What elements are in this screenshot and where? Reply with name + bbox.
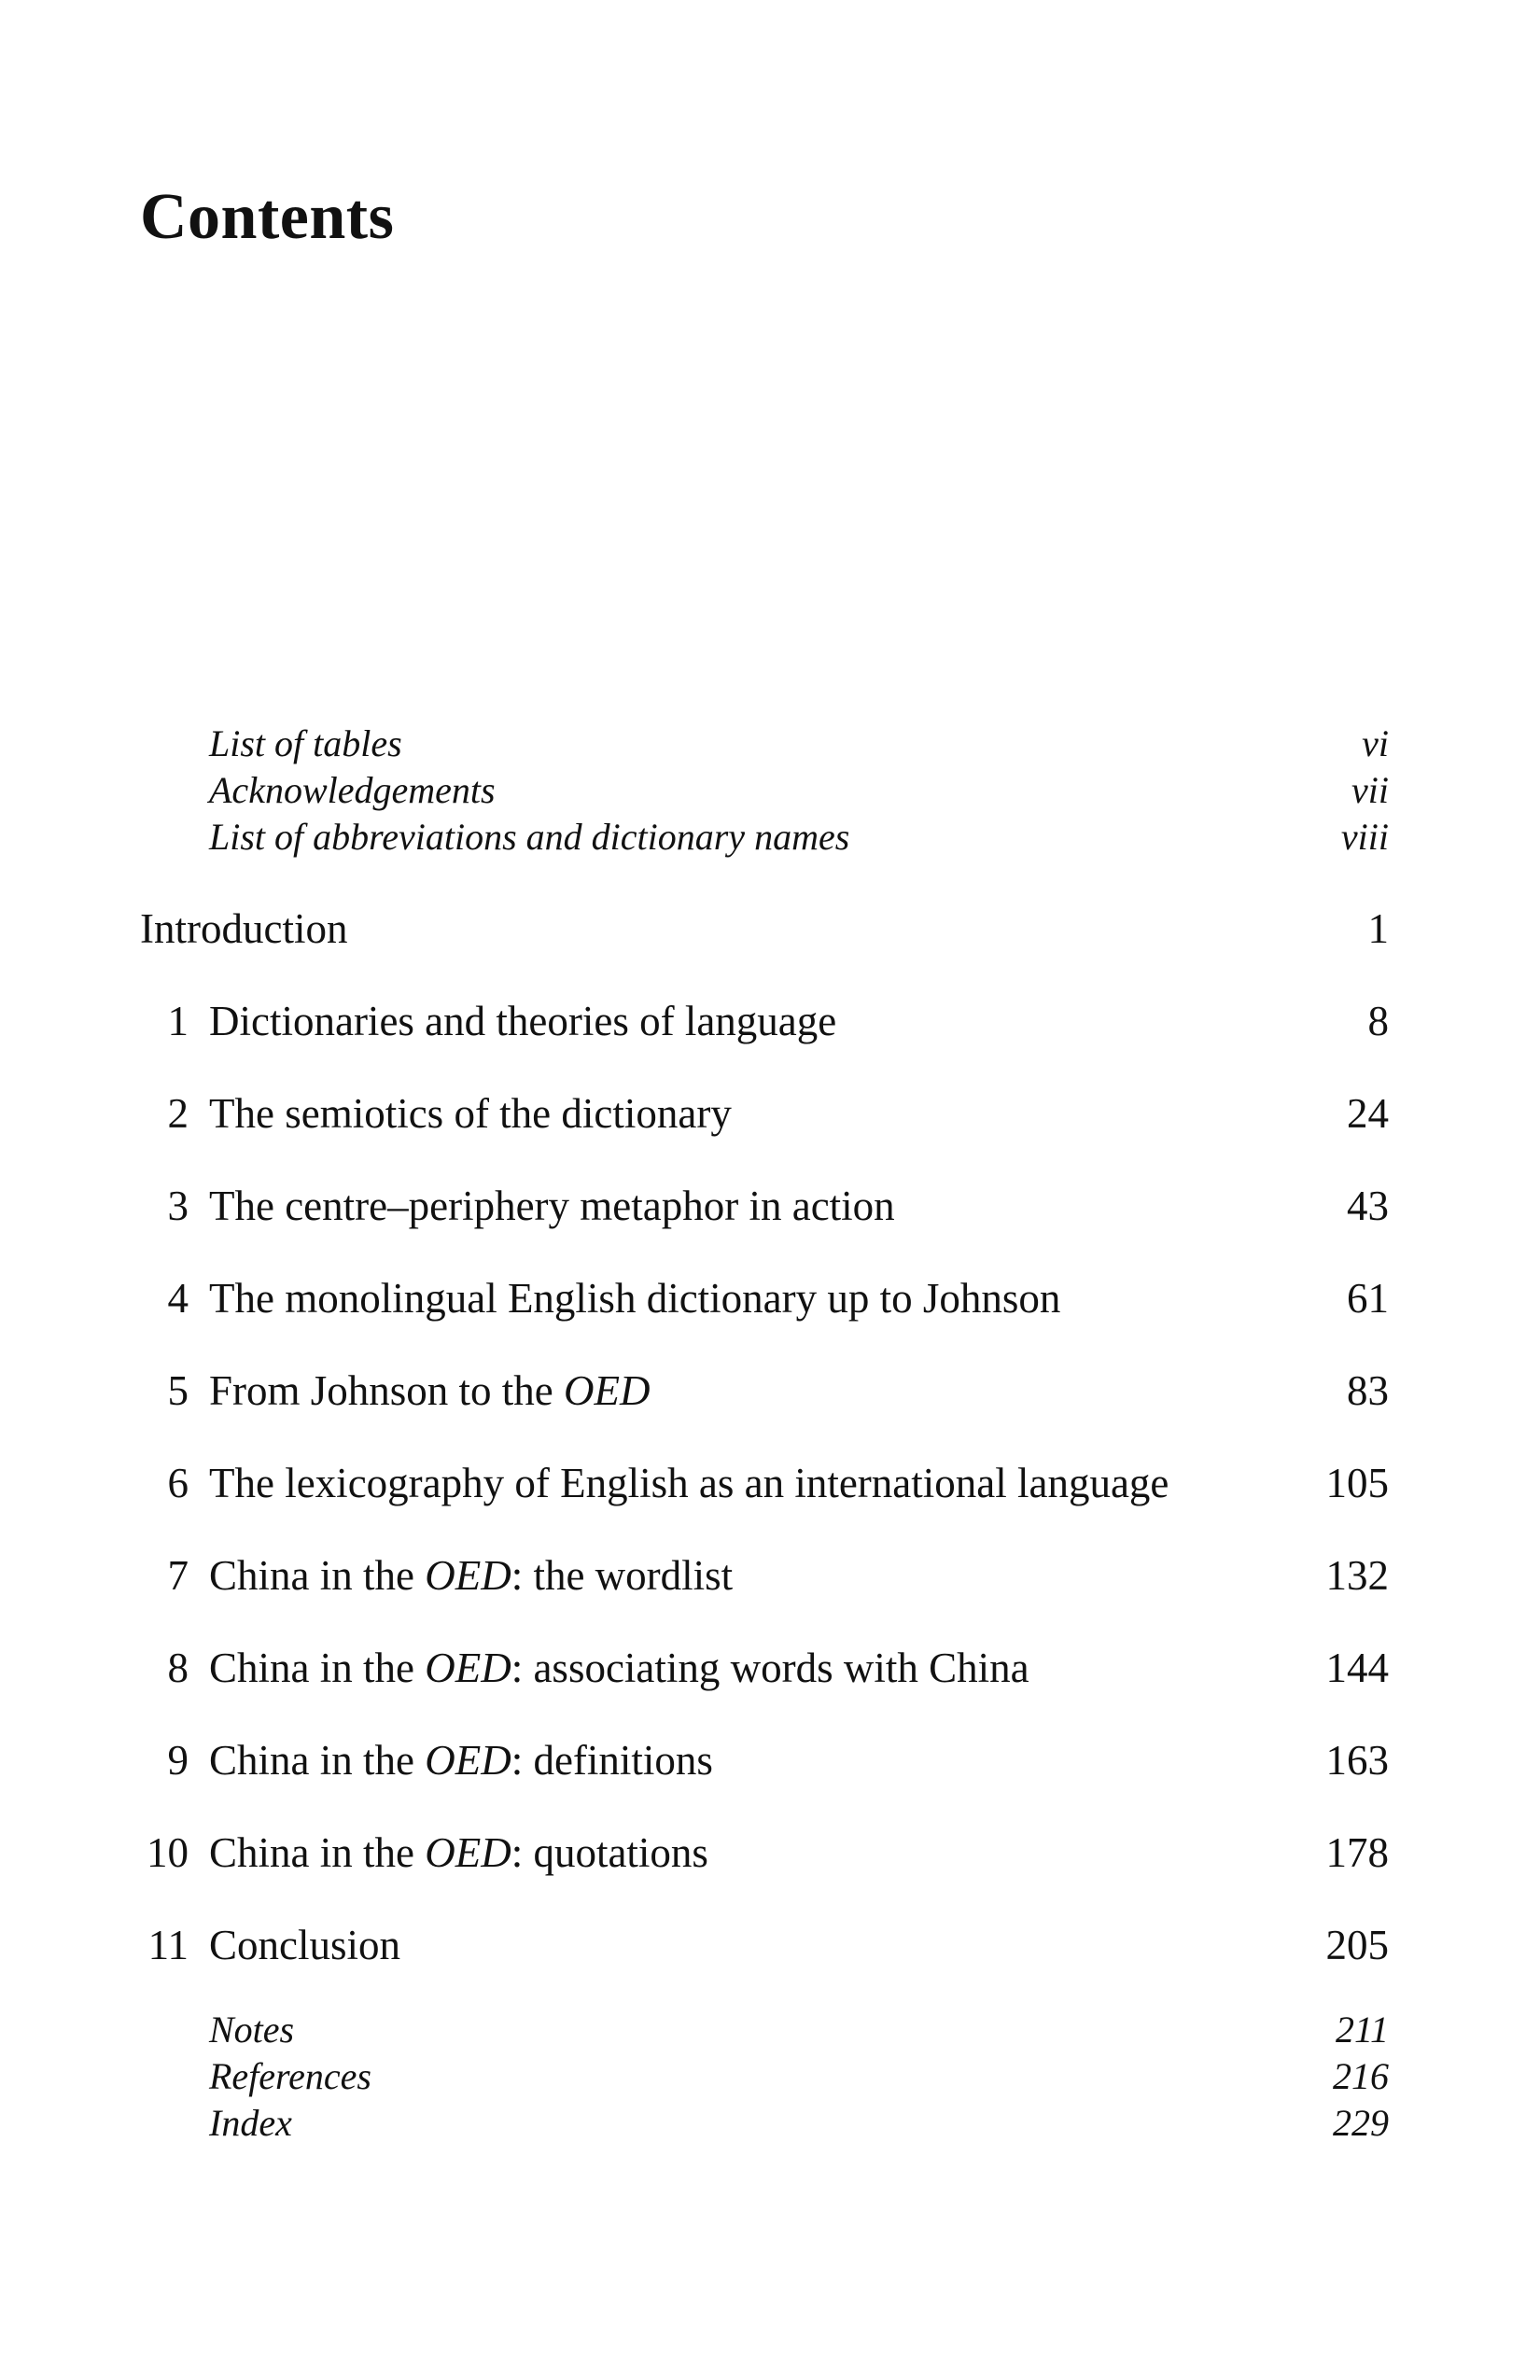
toc-entry-title: List of abbreviations and dictionary names [209, 816, 850, 858]
chapter-number: 3 [167, 1183, 189, 1229]
toc-entry-chapter-7[interactable] [140, 1530, 1389, 1622]
toc-entry-title [209, 1530, 733, 1622]
page-title: Contents [140, 181, 395, 253]
title-text: China in the [209, 1829, 426, 1876]
toc-entry-index[interactable] [140, 2100, 1389, 2147]
toc-entry-chapter-4[interactable] [140, 1253, 1389, 1345]
toc-entry-page: 205 [1325, 1922, 1389, 1968]
toc-entry-notes[interactable] [140, 2007, 1389, 2053]
toc-entry-page: vii [1351, 769, 1389, 811]
toc-entry-title [209, 1622, 1029, 1715]
toc-entry-page: viii [1340, 816, 1389, 858]
toc-entry-title: Index [209, 2102, 292, 2144]
oed-italic: OED [425, 1645, 511, 1691]
toc-entry-title [209, 1715, 713, 1807]
oed-italic: OED [425, 1552, 511, 1599]
toc-entry-page: 178 [1325, 1829, 1389, 1876]
toc-entry-title: The lexicography of English as an international language [209, 1460, 1169, 1506]
toc-entry-page: vi [1362, 722, 1389, 764]
toc-entry-chapter-11[interactable] [140, 1899, 1389, 1992]
toc-entry-page: 1 [1367, 905, 1389, 952]
title-text: : definitions [511, 1737, 713, 1784]
toc-entry-page: 83 [1347, 1367, 1389, 1414]
title-text: China in the [209, 1645, 426, 1691]
chapter-number: 4 [167, 1275, 189, 1322]
toc-entry-title: Introduction [140, 905, 348, 952]
chapter-number: 7 [167, 1552, 189, 1599]
toc-entry-chapter-3[interactable] [140, 1160, 1389, 1253]
toc-entry-title [209, 1345, 651, 1437]
title-text: : quotations [511, 1829, 708, 1876]
chapter-number: 9 [167, 1737, 189, 1784]
toc-entry-page: 229 [1333, 2102, 1389, 2144]
toc-entry-page: 61 [1347, 1275, 1389, 1322]
title-text: China in the [209, 1737, 426, 1784]
chapter-number: 2 [167, 1090, 189, 1137]
chapter-number: 8 [167, 1645, 189, 1691]
toc-entry-page: 144 [1325, 1645, 1389, 1691]
oed-italic: OED [425, 1829, 511, 1876]
toc-entry-title: Conclusion [209, 1922, 401, 1968]
toc-entry-list-of-tables[interactable] [140, 721, 1389, 767]
toc-entry-title: The semiotics of the dictionary [209, 1090, 732, 1137]
table-of-contents [140, 721, 1389, 2147]
toc-entry-page: 163 [1325, 1737, 1389, 1784]
chapter-number: 10 [147, 1829, 189, 1876]
toc-entry-title: References [209, 2055, 371, 2097]
toc-entry-introduction[interactable] [140, 883, 1389, 975]
toc-entry-page: 216 [1333, 2055, 1389, 2097]
toc-entry-chapter-5[interactable] [140, 1345, 1389, 1437]
toc-entry-chapter-8[interactable] [140, 1622, 1389, 1715]
toc-entry-chapter-9[interactable] [140, 1715, 1389, 1807]
toc-entry-title: The monolingual English dictionary up to Johnson [209, 1275, 1061, 1322]
toc-entry-page: 43 [1347, 1183, 1389, 1229]
toc-entry-references[interactable] [140, 2053, 1389, 2100]
toc-entry-chapter-2[interactable] [140, 1068, 1389, 1160]
toc-entry-title: Notes [209, 2009, 295, 2051]
chapter-number: 5 [167, 1367, 189, 1414]
chapter-number: 1 [167, 998, 189, 1044]
toc-entry-chapter-1[interactable] [140, 975, 1389, 1068]
toc-entry-title: Acknowledgements [209, 769, 496, 811]
title-text: From Johnson to the [209, 1367, 565, 1414]
title-text: : the wordlist [511, 1552, 734, 1599]
toc-entry-page: 132 [1325, 1552, 1389, 1599]
chapter-number: 6 [167, 1460, 189, 1506]
oed-italic: OED [425, 1737, 511, 1784]
toc-entry-title: Dictionaries and theories of language [209, 998, 837, 1044]
toc-entry-page: 24 [1347, 1090, 1389, 1137]
toc-entry-chapter-6[interactable] [140, 1437, 1389, 1530]
title-text: China in the [209, 1552, 426, 1599]
toc-entry-list-of-abbreviations[interactable] [140, 814, 1389, 861]
title-text: : associating words with China [511, 1645, 1029, 1691]
oed-italic: OED [564, 1367, 651, 1414]
toc-entry-title: List of tables [209, 722, 402, 764]
toc-entry-title [209, 1807, 708, 1899]
toc-entry-page: 211 [1335, 2009, 1389, 2051]
toc-entry-acknowledgements[interactable] [140, 767, 1389, 814]
toc-entry-page: 8 [1367, 998, 1389, 1044]
toc-entry-title: The centre–periphery metaphor in action [209, 1183, 895, 1229]
toc-entry-page: 105 [1325, 1460, 1389, 1506]
chapter-number: 11 [147, 1922, 189, 1968]
toc-entry-chapter-10[interactable] [140, 1807, 1389, 1899]
